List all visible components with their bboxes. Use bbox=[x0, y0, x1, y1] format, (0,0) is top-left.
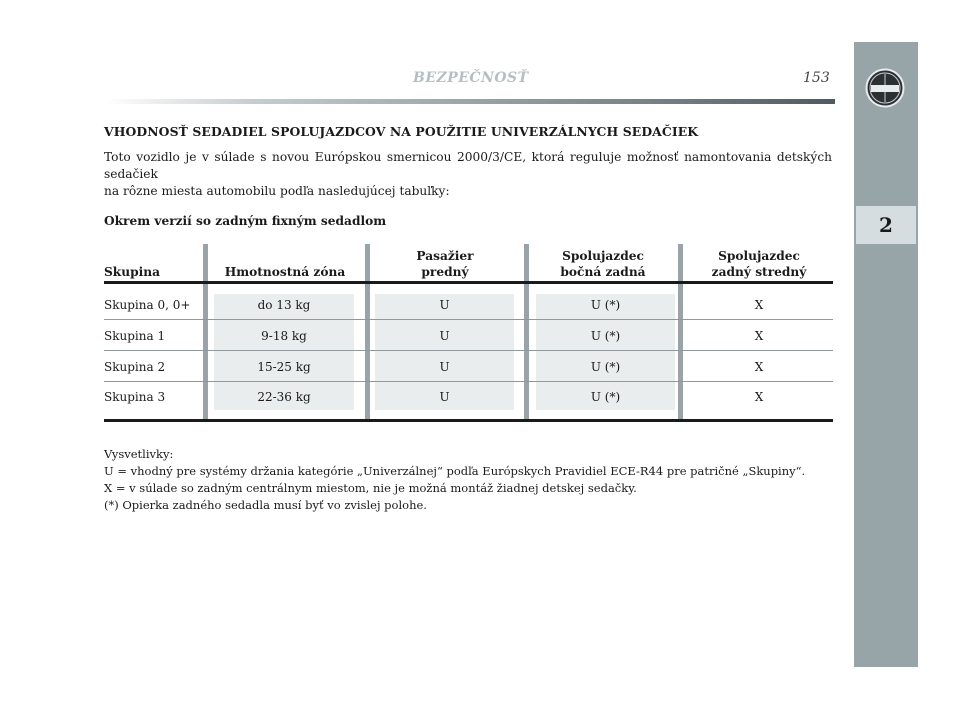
column-separator bbox=[203, 244, 208, 420]
chapter-number: 2 bbox=[856, 206, 916, 244]
table-cell: 22-36 kg bbox=[257, 390, 311, 404]
table-cell: Skupina 0, 0+ bbox=[104, 298, 191, 312]
page-number: 153 bbox=[803, 70, 830, 86]
header-cell bbox=[531, 248, 675, 280]
intro-line: Toto vozidlo je v súlade s novou Európskou smernicou 2000/3/CE, ktorá reguluje možnosť namontovania detských sedačiek bbox=[104, 150, 832, 181]
table-cell: U (*) bbox=[590, 329, 621, 343]
table-cell: 9-18 kg bbox=[261, 329, 307, 343]
table-cell: U (*) bbox=[590, 390, 621, 404]
legend-notes bbox=[104, 446, 832, 514]
table-cell: U bbox=[439, 298, 450, 312]
header-line bbox=[210, 248, 360, 264]
table-cell: 15-25 kg bbox=[257, 360, 311, 374]
section-title: VHODNOSŤ SEDADIEL SPOLUJAZDCOV NA POUŽITIE UNIVERZÁLNYCH SEDAČIEK bbox=[104, 124, 699, 139]
row-rule bbox=[104, 350, 833, 351]
header-cell bbox=[104, 248, 199, 280]
header-cell bbox=[685, 248, 833, 280]
intro-line: na rôzne miesta automobilu podľa nasledujúcej tabuľky: bbox=[104, 184, 450, 198]
column-separator bbox=[678, 244, 683, 420]
intro-paragraph bbox=[104, 149, 832, 200]
header-rule bbox=[104, 281, 833, 284]
table-cell: U (*) bbox=[590, 298, 621, 312]
column-separator bbox=[524, 244, 529, 420]
row-rule bbox=[104, 319, 833, 320]
lancia-logo-icon bbox=[865, 68, 905, 108]
table-cell: U bbox=[439, 390, 450, 404]
header-line bbox=[104, 248, 199, 264]
child-seat-table bbox=[104, 244, 833, 422]
note-x: X = v súlade so zadným centrálnym miestom, nie je možná montáž žiadnej detskej sedačky. bbox=[104, 481, 637, 495]
table-cell: Skupina 3 bbox=[104, 390, 166, 404]
table-cell: X bbox=[754, 329, 764, 343]
header-line: predný bbox=[421, 265, 469, 279]
table-cell: U bbox=[439, 360, 450, 374]
header-line: Spolujazdec bbox=[562, 249, 644, 263]
header-line: bočná zadná bbox=[560, 265, 646, 279]
header-line: Spolujazdec bbox=[718, 249, 800, 263]
header-divider bbox=[105, 99, 835, 104]
header-line: zadný stredný bbox=[711, 265, 807, 279]
note-star: (*) Opierka zadného sedadla musí byť vo zvislej polohe. bbox=[104, 498, 427, 512]
chapter-side-tab bbox=[854, 42, 918, 667]
table-cell: X bbox=[754, 390, 764, 404]
table-cell: Skupina 2 bbox=[104, 360, 166, 374]
table-cell: U bbox=[439, 329, 450, 343]
bottom-rule bbox=[104, 419, 833, 422]
column-separator bbox=[365, 244, 370, 420]
table-cell: do 13 kg bbox=[257, 298, 311, 312]
page-header-title: BEZPEČNOSŤ bbox=[413, 70, 529, 86]
table-cell: X bbox=[754, 360, 764, 374]
table-cell: X bbox=[754, 298, 764, 312]
row-rule bbox=[104, 381, 833, 382]
header-cell bbox=[210, 248, 360, 280]
header-line: Hmotnostná zóna bbox=[224, 265, 346, 279]
header-line: Pasažier bbox=[416, 249, 474, 263]
notes-heading: Vysvetlivky: bbox=[104, 447, 174, 461]
table-subtitle: Okrem verzií so zadným fixným sedadlom bbox=[104, 214, 387, 228]
header-line: Skupina bbox=[104, 265, 161, 279]
header-cell bbox=[371, 248, 519, 280]
table-cell: Skupina 1 bbox=[104, 329, 166, 343]
table-cell: U (*) bbox=[590, 360, 621, 374]
note-u: U = vhodný pre systémy držania kategórie „Univerzálnej“ podľa Európskych Pravidiel ECE-R44 pre patričné „Skupiny“. bbox=[104, 464, 806, 478]
